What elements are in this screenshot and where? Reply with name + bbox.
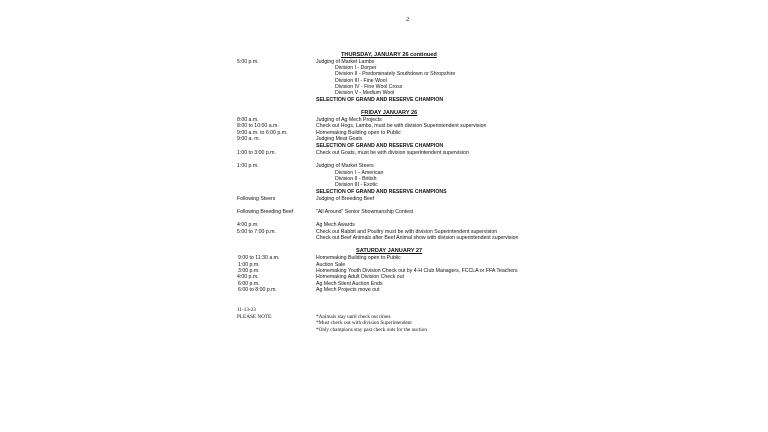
- schedule-time: 5:00 to 7:00 p.m.: [237, 229, 276, 235]
- schedule-event: Judging of Market Steers: [316, 163, 374, 169]
- division-item: Division III - Fine Wool: [335, 78, 387, 84]
- schedule-time: 1:00 p.m.: [237, 163, 259, 169]
- note-item: *Animals stay until check out times: [316, 314, 391, 320]
- schedule-event: Homemaking Adult Division Check out: [316, 274, 404, 280]
- schedule-event: Check out Beef Animals after Beef Animal show with division superintendent supervision: [316, 235, 519, 241]
- schedule-event: Ag Mech Projects move out: [316, 287, 380, 293]
- division-item: Division II - Predominately Southdown or Shropshire: [335, 71, 456, 77]
- schedule-time: 4:00 p.m.: [237, 274, 259, 280]
- revision-date: 11-13-23: [237, 307, 256, 313]
- selection-line: SELECTION OF GRAND AND RESERVE CHAMPION: [316, 143, 444, 149]
- schedule-time: 1:00 to 3:00 p.m.: [237, 150, 276, 156]
- schedule-event: "All Around" Senior Showmanship Contest: [316, 209, 414, 215]
- division-item: Division I - Dorper: [335, 65, 377, 71]
- note-item: *Only champions stay past check outs for the auction: [316, 327, 427, 333]
- schedule-time: 8:00 to 10:00 a.m.: [237, 123, 279, 129]
- schedule-time: Following Breeding Beef: [237, 209, 294, 215]
- schedule-event: Judging Meat Goats: [316, 136, 363, 142]
- schedule-event: Judging of Breeding Beef: [316, 196, 375, 202]
- schedule-time: 4:00 p.m.: [237, 222, 259, 228]
- selection-line: SELECTION OF GRAND AND RESERVE CHAMPIONS: [316, 189, 447, 195]
- schedule-time: 9:00 to 11:30 a.m.: [238, 255, 280, 261]
- division-item: Division I – American: [335, 170, 384, 176]
- saturday-header: SATURDAY JANUARY 27: [356, 248, 423, 254]
- division-item: Division III - Exotic: [335, 182, 378, 188]
- schedule-event: Homemaking Youth Division Check out by 4-H Club Managers, FCCLA or FFA Teachers: [316, 268, 518, 274]
- schedule-event: Homemaking Building open to Public: [316, 255, 401, 261]
- schedule-event: Ag Mech Silent Auction Ends: [316, 281, 383, 287]
- schedule-event: Homemaking Building open to Public: [316, 130, 401, 136]
- schedule-time: 6:00 to 8:00 p.m.: [238, 287, 277, 293]
- division-item: Division V - Medium Wool: [335, 90, 395, 96]
- schedule-time: Following Steers: [237, 196, 276, 202]
- schedule-event: Auction Sale: [316, 262, 346, 268]
- schedule-event: Ag Mech Awards: [316, 222, 355, 228]
- schedule-time: 9:00 a. m.: [237, 136, 261, 142]
- schedule-time: 1:00 p.m.: [238, 262, 260, 268]
- selection-line: SELECTION OF GRAND AND RESERVE CHAMPION: [316, 97, 444, 103]
- please-note-label: PLEASE NOTE:: [237, 314, 273, 320]
- schedule-event: Check out Rabbit and Poultry must be with division Superintendent supervision: [316, 229, 498, 235]
- schedule-time: 9:00 a.m. to 6:00 p.m.: [237, 130, 288, 136]
- division-item: Division II - British: [335, 176, 377, 182]
- schedule-event: Judging of Ag Mech Projects: [316, 117, 382, 123]
- schedule-time: 5:00 p.m.: [237, 59, 259, 65]
- schedule-event: Check out Goats, must be with division superintendent supervision: [316, 150, 469, 156]
- page-number: 2: [406, 16, 410, 23]
- division-item: Division IV - Fine Wool Cross: [335, 84, 403, 90]
- schedule-time: 8:00 a.m.: [237, 117, 259, 123]
- friday-header: FRIDAY JANUARY 26: [361, 110, 418, 116]
- schedule-time: 3:00 p.m.: [238, 268, 260, 274]
- schedule-event: Judging of Market Lambs: [316, 59, 375, 65]
- schedule-time: 6:00 p.m.: [238, 281, 260, 287]
- note-item: *Must check out with division Superintendent: [316, 320, 412, 326]
- thursday-header: THURSDAY, JANUARY 26 continued: [341, 52, 437, 58]
- schedule-event: Check out Hogs, Lambs, must be with division Superintendent supervision: [316, 123, 487, 129]
